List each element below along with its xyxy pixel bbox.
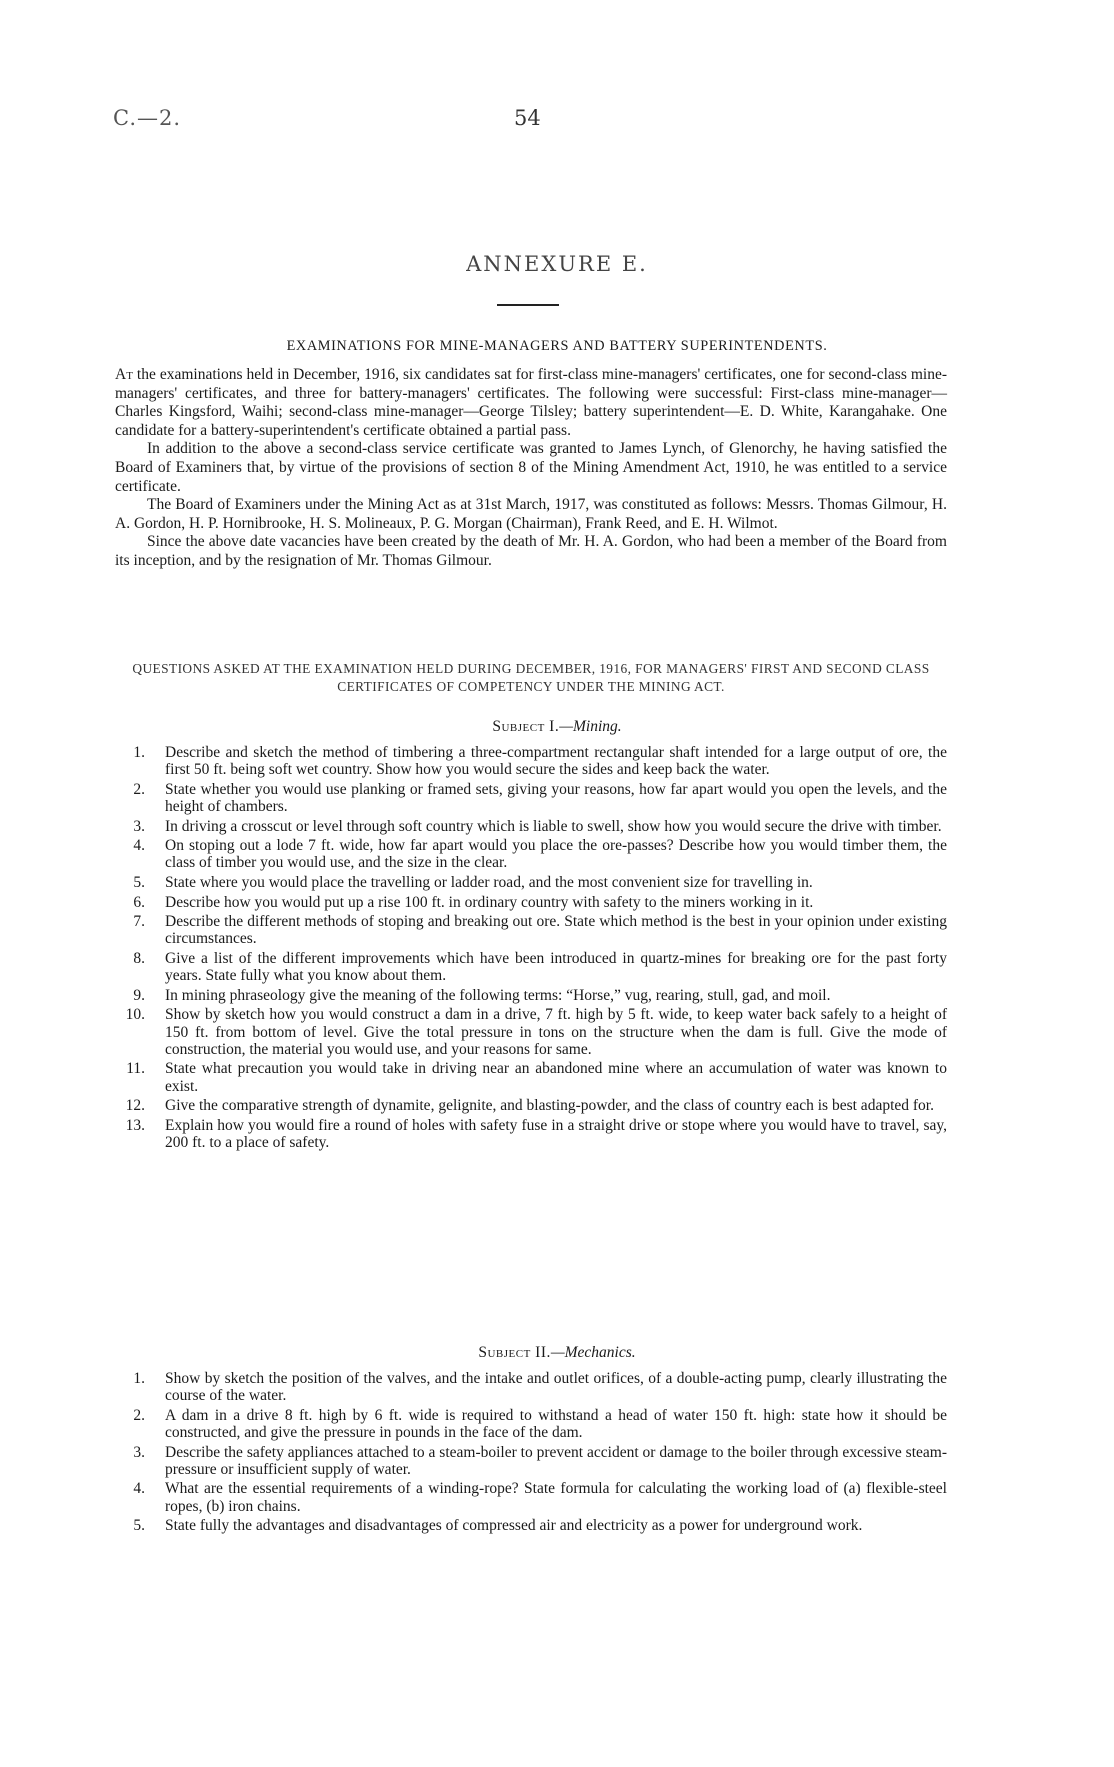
question-text: State fully the advantages and disadvantages of compressed air and electricity as a power for underground work.	[165, 1517, 863, 1535]
subject-2-name: —Mechanics.	[550, 1344, 636, 1361]
question-number: 12.	[125, 1097, 145, 1115]
question-item	[115, 1370, 947, 1404]
question-text: In driving a crosscut or level through soft country which is liable to swell, show how you would secure the drive with timber.	[165, 817, 942, 835]
questions-heading: QUESTIONS ASKED AT THE EXAMINATION HELD DURING DECEMBER, 1916, FOR MANAGERS' FIRST AND SECOND CLASS CERTIFICATES OF COMPETENCY UNDER THE MINING ACT.	[132, 661, 930, 694]
intro-p1-text: the examinations held in December, 1916, six candidates sat for first-class mine-managers' certificates, one for second-class mine-managers' certificates, and three for battery-managers' certificates. The following were successful: First-class mine-manager—Charles Kingsford, Waihi; second-class mine-manager—George Tilsley; battery superintendent—E. D. White, Karangahake. One candidate for a battery-superintendent's certificate obtained a partial pass.	[115, 366, 947, 439]
question-item	[115, 913, 947, 947]
question-item	[115, 781, 947, 815]
question-text: Describe and sketch the method of timbering a three-compartment rectangular shaft intended for a large output of ore, the first 50 ft. being soft wet country. Show how you would secure the sides and keep back the water.	[165, 744, 947, 779]
question-item	[115, 1517, 947, 1534]
question-number: 4.	[133, 1480, 145, 1498]
subject-2-label: Subject II.	[478, 1344, 551, 1361]
subject-1-questions	[115, 744, 947, 1154]
intro-paragraph-2: In addition to the above a second-class service certificate was granted to James Lynch, of Glenorchy, he having satisfied the Board of Examiners that, by virtue of the provisions of section 8 of the Mining Amendment Act, 1910, he was entitled to a service certificate.	[115, 440, 947, 495]
question-text: Give the comparative strength of dynamite, gelignite, and blasting-powder, and the class of country each is best adapted for.	[165, 1097, 934, 1115]
question-item	[115, 744, 947, 778]
question-number: 8.	[133, 949, 145, 967]
question-item	[115, 818, 947, 835]
question-item	[115, 894, 947, 911]
question-number: 11.	[126, 1060, 145, 1078]
question-item	[115, 1444, 947, 1478]
question-number: 1.	[133, 1370, 145, 1387]
question-text: In mining phraseology give the meaning of the following terms: “Horse,” vug, rearing, stull, gad, and moil.	[165, 986, 831, 1004]
subject-1-heading	[0, 718, 1114, 736]
exam-title: EXAMINATIONS FOR MINE-MANAGERS AND BATTERY SUPERINTENDENTS.	[286, 338, 828, 354]
subject-1-label: Subject I.	[492, 718, 560, 735]
question-text: Describe the different methods of stoping and breaking out ore. State which method is the best in your opinion under existing circumstances.	[165, 913, 947, 948]
intro-paragraph-1	[115, 366, 947, 440]
subject-2-questions	[115, 1370, 947, 1537]
question-text: Describe the safety appliances attached to a steam-boiler to prevent accident or damage to the boiler through excessive steam-pressure or insufficient supply of water.	[165, 1443, 947, 1478]
intro-paragraph-3: The Board of Examiners under the Mining Act as at 31st March, 1917, was constituted as follows: Messrs. Thomas Gilmour, H. A. Gordon, H. P. Hornibrooke, H. S. Molineaux, P. G. Morgan (Chairman), Frank Reed, and E. H. Wilmot.	[115, 496, 947, 532]
annex-title: ANNEXURE E.	[466, 252, 648, 276]
question-item	[115, 987, 947, 1004]
question-text: Show by sketch how you would construct a dam in a drive, 7 ft. high by 5 ft. wide, to keep water back safely to a height of 150 ft. from bottom of level. Give the total pressure in tons on the structure when the dam is full. Give the mode of construction, the material you would use, and your reasons for same.	[165, 1006, 947, 1058]
report-code: C.—2.	[113, 106, 182, 130]
question-number: 4.	[133, 837, 145, 855]
question-number: 6.	[133, 893, 145, 911]
title-rule	[497, 304, 559, 306]
question-item	[115, 1480, 947, 1514]
question-text: What are the essential requirements of a winding-rope? State formula for calculating the working load of (a) flexible-steel ropes, (b) iron chains.	[165, 1480, 947, 1515]
question-number: 1.	[133, 744, 145, 761]
question-text: Show by sketch the position of the valves, and the intake and outlet orifices, of a double-acting pump, clearly illustrating the course of the water.	[165, 1370, 947, 1405]
subject-2-heading	[0, 1344, 1114, 1362]
question-text: State what precaution you would take in driving near an abandoned mine where an accumulation of water was known to exist.	[165, 1060, 947, 1095]
question-number: 2.	[133, 1406, 145, 1424]
intro-section	[115, 366, 947, 571]
question-text: A dam in a drive 8 ft. high by 6 ft. wide is required to withstand a head of water 150 ft. high: state how it should be constructed, and give the pressure in pounds in the face of the dam.	[165, 1406, 947, 1441]
question-item	[115, 1006, 947, 1058]
question-text: Give a list of the different improvements which have been introduced in quartz-mines for breaking ore for the past forty years. State fully what you know about them.	[165, 949, 947, 985]
intro-lead: At	[115, 366, 133, 383]
question-item	[115, 837, 947, 871]
question-item	[115, 1097, 947, 1114]
question-number: 3.	[133, 817, 145, 835]
question-item	[115, 1117, 947, 1151]
question-number: 7.	[133, 913, 145, 931]
question-text: Explain how you would fire a round of holes with safety fuse in a straight drive or stope where you would have to travel, say, 200 ft. to a place of safety.	[165, 1116, 947, 1151]
page-number: 54	[514, 106, 541, 130]
question-text: On stoping out a lode 7 ft. wide, how far apart would you place the ore-passes? Describe how you would timber them, the class of timber you would use, and the size in the clear.	[165, 837, 947, 872]
question-item	[115, 874, 947, 891]
question-number: 3.	[133, 1443, 145, 1461]
question-item	[115, 1060, 947, 1094]
question-item	[115, 1407, 947, 1441]
question-item	[115, 950, 947, 984]
question-text: Describe how you would put up a rise 100 ft. in ordinary country with safety to the miners working in it.	[165, 893, 814, 911]
intro-paragraph-4: Since the above date vacancies have been created by the death of Mr. H. A. Gordon, who had been a member of the Board from its inception, and by the resignation of Mr. Thomas Gilmour.	[115, 533, 947, 569]
question-text: State whether you would use planking or framed sets, giving your reasons, how far apart would you open the levels, and the height of chambers.	[165, 780, 947, 815]
question-number: 2.	[133, 780, 145, 798]
question-number: 9.	[133, 986, 145, 1004]
question-text: State where you would place the travelling or ladder road, and the most convenient size for travelling in.	[165, 873, 813, 891]
question-number: 5.	[133, 873, 145, 891]
question-number: 5.	[133, 1517, 145, 1535]
subject-1-name: —Mining.	[559, 718, 622, 735]
question-number: 10.	[125, 1006, 145, 1024]
question-number: 13.	[125, 1116, 145, 1134]
